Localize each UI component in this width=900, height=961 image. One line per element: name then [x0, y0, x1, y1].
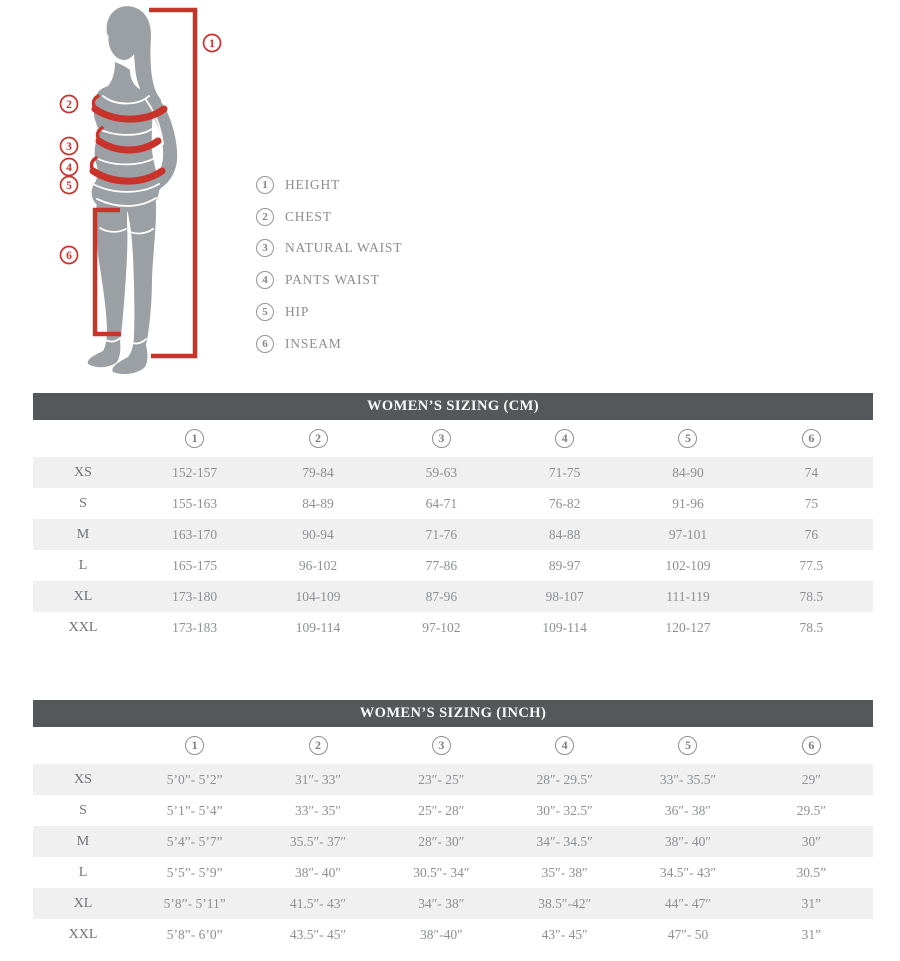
woman-silhouette-diagram: [0, 0, 260, 385]
legend-number-icon: 4: [256, 271, 274, 289]
table-cell: 104-109: [295, 588, 341, 604]
table-cell: 38″- 40″: [664, 833, 712, 849]
table-cell: 84-90: [672, 464, 704, 480]
table-cell: 5’1”- 5’4”: [166, 802, 223, 818]
table-cell: 29.5″: [796, 802, 826, 818]
table-cell: 90-94: [302, 526, 334, 542]
size-label: XL: [73, 895, 93, 911]
marker-number-5: 5: [66, 180, 72, 192]
column-header: [380, 727, 503, 764]
table-cell: 96-102: [298, 557, 338, 573]
column-header: [626, 727, 749, 764]
table-cell: 78.5: [799, 588, 824, 604]
legend-number-icon: 6: [256, 335, 274, 353]
column-header: [503, 420, 626, 457]
table-row: [33, 764, 873, 795]
column-header-row: [33, 727, 873, 764]
table-row: [33, 857, 873, 888]
size-label: S: [79, 495, 87, 511]
size-label: S: [79, 802, 87, 818]
table-cell: 33″- 35″: [294, 802, 342, 818]
table-cell: 109-114: [542, 619, 587, 635]
table-cell: 30.5”: [796, 864, 827, 880]
column-number-icon: 4: [555, 736, 574, 755]
table-cell: 98-107: [545, 588, 584, 604]
column-number-icon: 5: [678, 429, 697, 448]
table-row: [33, 795, 873, 826]
table-cell: 84-88: [548, 526, 581, 542]
table-cell: 36″- 38″: [664, 802, 712, 818]
column-number-icon: 3: [432, 736, 451, 755]
column-number-icon: 1: [185, 736, 204, 755]
table-cell: 109-114: [295, 619, 341, 635]
column-header: [503, 727, 626, 764]
sizing-table-inch: [33, 700, 873, 950]
column-number-icon: 6: [802, 736, 821, 755]
legend-item-pants-waist: [256, 264, 402, 296]
size-label: XS: [74, 771, 92, 787]
table-cell: 33″- 35.5″: [659, 771, 717, 787]
size-label: M: [76, 526, 90, 542]
legend-label: INSEAM: [285, 335, 342, 351]
column-number-icon: 6: [802, 429, 821, 448]
table-cell: 173-180: [172, 588, 218, 604]
column-header: [256, 727, 379, 764]
column-header: [750, 420, 873, 457]
table-row: [33, 919, 873, 950]
table-cell: 74: [804, 464, 819, 480]
table-cell: 34″- 38″: [418, 895, 465, 911]
table-cell: 5’5”- 5’9”: [166, 864, 223, 880]
table-cell: 152-157: [172, 464, 218, 480]
legend-item-hip: [256, 296, 402, 328]
marker-number-6: 6: [66, 250, 72, 262]
table-cell: 97-102: [422, 619, 461, 635]
legend-item-natural-waist: [256, 233, 402, 265]
legend-label: NATURAL WAIST: [285, 240, 403, 256]
size-label: XXL: [68, 619, 98, 635]
table-cell: 163-170: [172, 526, 218, 542]
column-header: [380, 420, 503, 457]
marker-number-3: 3: [66, 141, 72, 153]
table-cell: 25″- 28″: [418, 802, 465, 818]
table-cell: 78.5: [799, 619, 824, 635]
table-cell: 79-84: [302, 464, 334, 480]
table-cell: 84-89: [302, 495, 334, 511]
table-cell: 23″- 25″: [418, 771, 465, 787]
size-label: XS: [74, 464, 92, 480]
size-label: L: [78, 864, 88, 880]
table-cell: 71-75: [548, 464, 581, 480]
table-cell: 173-183: [172, 619, 218, 635]
table-cell: 5’8”- 6’0”: [166, 926, 223, 942]
column-number-icon: 2: [309, 429, 328, 448]
table-cell: 28″- 30″: [418, 833, 465, 849]
table-cell: 111-119: [666, 588, 710, 604]
column-header: [133, 727, 256, 764]
table-cell: 64-71: [425, 495, 458, 511]
sizing-table-cm: [33, 393, 873, 643]
table-row: [33, 457, 873, 488]
woman-silhouette: [88, 200, 156, 374]
marker-number-4: 4: [66, 162, 72, 174]
column-header-row: [33, 420, 873, 457]
table-cell: 35.5″- 37″: [289, 833, 347, 849]
table-cell: 97-101: [668, 526, 708, 542]
measurement-legend: [256, 169, 402, 360]
table-cell: 31”: [801, 926, 822, 942]
size-column-header: [33, 420, 133, 457]
marker-number-1: 1: [209, 38, 215, 50]
size-label: L: [78, 557, 88, 573]
table-cell: 76-82: [548, 495, 581, 511]
table-cell: 30″: [801, 833, 821, 849]
table-cell: 77-86: [425, 557, 458, 573]
legend-item-height: [256, 169, 402, 201]
sizing-table: [33, 727, 873, 950]
table-cell: 47″- 50: [667, 926, 709, 942]
table-cell: 34.5″- 43″: [659, 864, 717, 880]
column-number-icon: 4: [555, 429, 574, 448]
table-cell: 77.5: [799, 557, 824, 573]
table-cell: 30″- 32.5″: [536, 802, 593, 818]
column-number-icon: 2: [309, 736, 328, 755]
table-row: [33, 488, 873, 519]
table-cell: 91-96: [672, 495, 704, 511]
table-cell: 43.5″- 45″: [289, 926, 347, 942]
legend-label: HEIGHT: [285, 176, 341, 192]
column-number-icon: 1: [185, 429, 204, 448]
legend-number-icon: 3: [256, 239, 274, 257]
table-cell: 76: [804, 526, 819, 542]
table-cell: 59-63: [425, 464, 458, 480]
table-cell: 31″- 33″: [294, 771, 342, 787]
table-cell: 155-163: [172, 495, 218, 511]
table-title-inch: WOMEN’S SIZING (INCH): [33, 700, 873, 727]
column-number-icon: 3: [432, 429, 451, 448]
table-cell: 165-175: [172, 557, 218, 573]
legend-number-icon: 2: [256, 208, 274, 226]
table-cell: 5’8”- 5’11”: [163, 895, 226, 911]
column-number-icon: 5: [678, 736, 697, 755]
column-header: [750, 727, 873, 764]
table-cell: 38″-40″: [419, 926, 463, 942]
size-column-header: [33, 727, 133, 764]
table-cell: 5’0”- 5’2”: [166, 771, 223, 787]
legend-label: HIP: [285, 304, 310, 320]
table-cell: 71-76: [425, 526, 458, 542]
table-cell: 120-127: [665, 619, 711, 635]
table-cell: 41.5″- 43″: [289, 895, 347, 911]
column-header: [133, 420, 256, 457]
table-cell: 5’4”- 5’7”: [166, 833, 223, 849]
legend-item-inseam: [256, 328, 402, 360]
legend-label: CHEST: [285, 208, 332, 224]
table-row: [33, 581, 873, 612]
size-label: XXL: [68, 926, 98, 942]
table-cell: 102-109: [665, 557, 711, 573]
legend-label: PANTS WAIST: [285, 272, 380, 288]
size-label: XL: [73, 588, 93, 604]
legend-number-icon: 5: [256, 303, 274, 321]
table-cell: 29″: [801, 771, 821, 787]
table-cell: 35″- 38″: [541, 864, 588, 880]
legend-number-icon: 1: [256, 176, 274, 194]
legend-item-chest: [256, 201, 402, 233]
table-cell: 30.5″- 34″: [413, 864, 470, 880]
table-cell: 75: [804, 495, 819, 511]
table-cell: 28″- 29.5″: [536, 771, 593, 787]
sizing-table: [33, 420, 873, 643]
table-cell: 31”: [801, 895, 822, 911]
table-cell: 89-97: [548, 557, 581, 573]
size-label: M: [76, 833, 90, 849]
table-row: [33, 612, 873, 643]
table-cell: 43″- 45″: [541, 926, 588, 942]
table-row: [33, 888, 873, 919]
table-cell: 87-96: [425, 588, 458, 604]
table-row: [33, 550, 873, 581]
marker-number-2: 2: [66, 99, 72, 111]
table-title-cm: WOMEN’S SIZING (CM): [33, 393, 873, 420]
column-header: [626, 420, 749, 457]
table-cell: 38″- 40″: [294, 864, 342, 880]
table-row: [33, 519, 873, 550]
table-cell: 44″- 47″: [664, 895, 712, 911]
table-cell: 34″- 34.5″: [536, 833, 593, 849]
measurement-figure: [0, 0, 260, 385]
table-row: [33, 826, 873, 857]
column-header: [256, 420, 379, 457]
table-cell: 38.5″-42″: [538, 895, 592, 911]
